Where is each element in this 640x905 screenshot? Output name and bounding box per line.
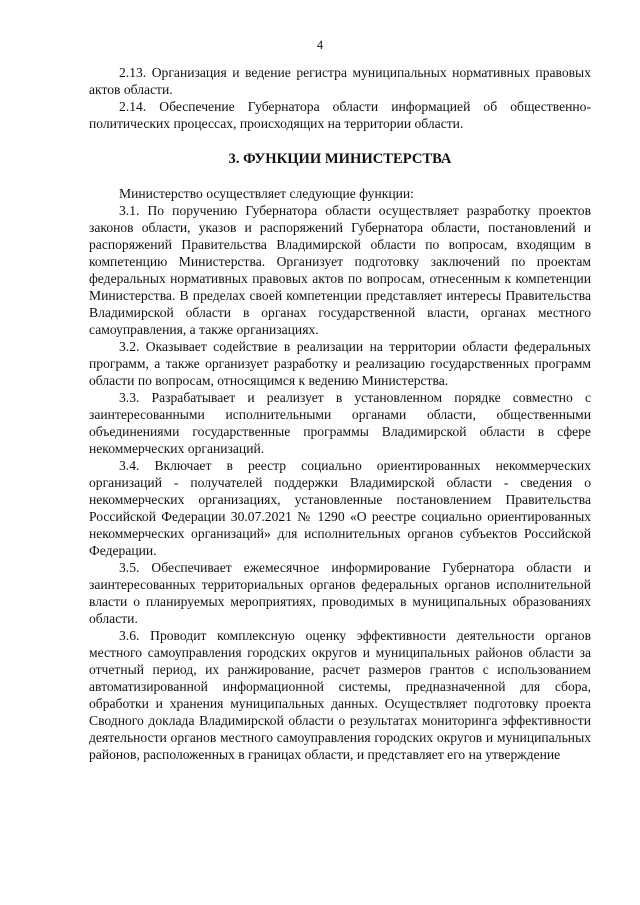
paragraph-3-4: 3.4. Включает в реестр социально ориентированных некоммерческих организаций - получателей поддержки Владимирской области - сведения о некоммерческих организациях, установленные постановлением Правительства Российской Федерации 30.07.2021 № 1290 «О реестре социально ориентированных некоммерческих организаций» для исполнительных органов субъектов Российской Федерации. [89, 458, 591, 558]
page-number: 4 [316, 38, 324, 52]
paragraph-2-13: 2.13. Организация и ведение регистра муниципальных нормативных правовых актов области. [89, 65, 591, 97]
paragraph-3-3: 3.3. Разрабатывает и реализует в установленном порядке совместно с заинтересованными исполнительными органами области, общественными объединениями государственные программы Владимирской области в сфере некоммерческих организаций. [89, 390, 591, 456]
section-title: 3. ФУНКЦИИ МИНИСТЕРСТВА [228, 151, 452, 167]
paragraph-3-5: 3.5. Обеспечивает ежемесячное информирование Губернатора области и заинтересованных территориальных органов федеральных органов исполнительной власти о планируемых мероприятиях, проводимых в муниципальных образованиях области. [89, 560, 591, 626]
paragraph-3-2: 3.2. Оказывает содействие в реализации на территории области федеральных программ, а также организует разработку и реализацию государственных программ области по вопросам, относящимся к ведению Министерства. [89, 339, 591, 388]
paragraph-3-6: 3.6. Проводит комплексную оценку эффективности деятельности органов местного самоуправления городских округов и муниципальных районов области за отчетный период, их ранжирование, расчет размеров грантов с использованием автоматизированной информационной системы, предназначенной для сбора, обработки и хранения муниципальных данных. Осуществляет подготовку проекта Сводного доклада Владимирской области о результатах мониторинга эффективности деятельности органов местного самоуправления городских округов и муниципальных районов, расположенных в границах области, и представляет его на утверждение [89, 628, 591, 762]
document-body [89, 64, 591, 763]
paragraph-2-14: 2.14. Обеспечение Губернатора области информацией об общественно-политических процессах, происходящих на территории области. [89, 99, 591, 131]
intro-paragraph: Министерство осуществляет следующие функции: [119, 186, 414, 201]
paragraph-3-1: 3.1. По поручению Губернатора области осуществляет разработку проектов законов области, указов и распоряжений Губернатора области, постановлений и распоряжений Правительства Владимирской области по вопросам, входящим в компетенцию Министерства. Организует подготовку заключений по проектам федеральных нормативных правовых актов по вопросам, отнесенным к компетенции Министерства. В пределах своей компетенции представляет интересы Правительства Владимирской области в органах государственной власти, органах местного самоуправления, а также организациях. [89, 203, 591, 337]
